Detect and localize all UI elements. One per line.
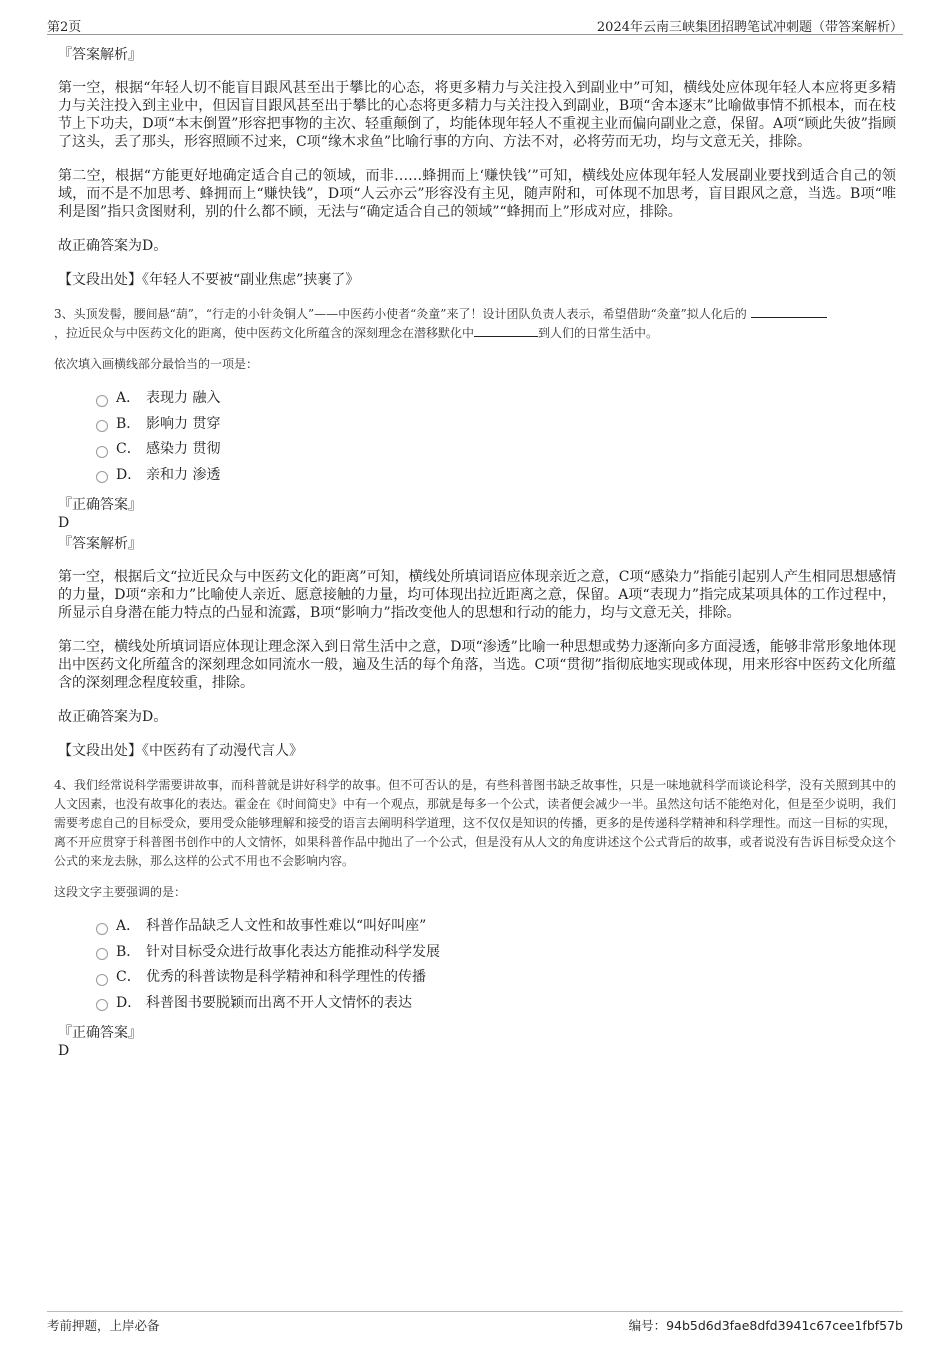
blank-2	[474, 326, 538, 337]
document-title: 2024年云南三峡集团招聘笔试冲刺题（带答案解析）	[596, 20, 903, 35]
radio-icon[interactable]	[96, 446, 108, 458]
page-number: 第2页	[47, 20, 82, 35]
blank-1	[751, 307, 827, 318]
answer-value: D	[58, 1043, 70, 1059]
analysis-label: 『答案解析』	[58, 536, 142, 552]
footer-slogan: 考前押题，上岸必备	[47, 1318, 160, 1333]
question-4-prompt: 这段文字主要强调的是：	[54, 885, 187, 899]
option-d[interactable]: D． 科普图书要脱颖而出离不开人文情怀的表达	[96, 991, 896, 1017]
radio-icon[interactable]	[96, 999, 108, 1011]
analysis-paragraph-1: 第一空，根据“年轻人切不能盲目跟风甚至出于攀比的心态，将更多精力与关注投入到副业中”可知，横线处应体现年轻人本应将更多精力与关注投入到主业中，但因盲目跟风甚至出于攀比的心态将更多精力与关注投入到副业，B项“舍本逐末”比喻做事情不抓根本，而在枝节上下功夫，D项“本末倒置”形容把事物的主次、轻重颠倒了，均能体现年轻人不重视主业而偏向副业之意，保留。A项“顾此失彼”指顾了这头，丢了那头，形容照顾不过来，C项“缘木求鱼”比喻行事的方向、方法不对，必将劳而无功，均与文意无关，排除。	[58, 80, 896, 150]
option-d[interactable]: D． 亲和力 渗透	[96, 463, 896, 489]
option-b[interactable]: B． 针对目标受众进行故事化表达方能推动科学发展	[96, 940, 896, 966]
radio-icon[interactable]	[96, 948, 108, 960]
radio-icon[interactable]	[96, 420, 108, 432]
analysis-paragraph-1: 第一空，根据后文“拉近民众与中医药文化的距离”可知，横线处所填词语应体现亲近之意，C项“感染力”指能引起别人产生相同思想感情的力量，D项“亲和力”比喻使人亲近、愿意接触的力量，均可体现出拉近距离之意，保留。A项“表现力”指完成某项具体的工作过程中，所显示自身潜在能力特点的凸显和流露，B项“影响力”指改变他人的思想和行动的能力，均与文意无关，排除。	[58, 569, 896, 621]
main-content	[54, 46, 896, 1060]
conclusion: 故正确答案为D。	[58, 709, 168, 725]
question-3-stem: 3、头顶发髻，腰间悬“葫”，“行走的小针灸铜人”——中医药小使者“灸童”来了！设计团队负责人表示，希望借助“灸童”拟人化后的 ，拉近民众与中医药文化的距离，使中医药文化所蕴含的深刻理念在潜移默化中 到人们的日常生活中。	[54, 305, 896, 343]
question-4-options	[96, 914, 896, 1016]
analysis-paragraph-2: 第二空，横线处所填词语应体现让理念深入到日常生活中之意，D项“渗透”比喻一种思想或势力逐渐向多方面浸透，能够非常形象地体现出中医药文化所蕴含的深刻理念如同流水一般，遍及生活的每个角落，当选。C项“贯彻”指彻底地实现或体现，用来形容中医药文化所蕴含的深刻理念程度较重，排除。	[58, 639, 896, 691]
option-a[interactable]: A． 科普作品缺乏人文性和故事性难以“叫好叫座”	[96, 914, 896, 940]
analysis-paragraph-2: 第二空，根据“方能更好地确定适合自己的领域，而非……蜂拥而上‘赚快钱’”可知，横线处应体现年轻人发展副业要找到适合自己的领域，而不是不加思考、蜂拥而上“赚快钱”，D项“人云亦云”形容没有主见，随声附和，可体现不加思考，盲目跟风之意，当选。B项“唯利是图”指只贪图财利，别的什么都不顾，无法与“确定适合自己的领域”“蜂拥而上”形成对应，排除。	[58, 168, 896, 220]
source-citation: 【文段出处】《中医药有了动漫代言人》	[58, 743, 303, 759]
answer-label: 『正确答案』	[58, 1025, 142, 1041]
conclusion: 故正确答案为D。	[58, 238, 168, 254]
page-footer	[47, 1311, 903, 1336]
document-code: 编号：94b5d6d3fae8dfd3941c67cee1fbf57b	[628, 1318, 903, 1333]
source-citation: 【文段出处】《年轻人不要被“副业焦虑”挟裹了》	[58, 272, 360, 288]
question-3-options	[96, 386, 896, 488]
option-a[interactable]: A． 表现力 融入	[96, 386, 896, 412]
option-c[interactable]: C． 优秀的科普读物是科学精神和科学理性的传播	[96, 965, 896, 991]
question-3-prompt: 依次填入画横线部分最恰当的一项是：	[54, 357, 259, 371]
option-c[interactable]: C． 感染力 贯彻	[96, 437, 896, 463]
radio-icon[interactable]	[96, 395, 108, 407]
option-b[interactable]: B． 影响力 贯穿	[96, 412, 896, 438]
radio-icon[interactable]	[96, 974, 108, 986]
answer-value: D	[58, 515, 70, 531]
answer-label: 『正确答案』	[58, 497, 142, 513]
question-4-stem: 4、我们经常说科学需要讲故事，而科普就是讲好科学的故事。但不可否认的是，有些科普图书缺乏故事性，只是一味地就科学而谈论科学，没有关照到其中的人文因素，也没有故事化的表达。霍金在《时间简史》中有一个观点，那就是每多一个公式，读者便会减少一半。虽然这句话不能绝对化，但是至少说明，我们需要考虑自己的目标受众，要用受众能够理解和接受的语言去阐明科学道理，这不仅仅是知识的传播，更多的是传递科学精神和科学理性。而这一目标的实现，离不开应贯穿于科普图书创作中的人文情怀，如果科普作品中抛出了一个公式，但是没有从人文的角度讲述这个公式背后的故事，或者说没有告诉目标受众这个公式的来龙去脉，那么这样的公式不用也不会影响内容。	[54, 778, 896, 868]
radio-icon[interactable]	[96, 923, 108, 935]
radio-icon[interactable]	[96, 471, 108, 483]
analysis-label: 『答案解析』	[58, 47, 142, 63]
page-header	[47, 14, 903, 35]
